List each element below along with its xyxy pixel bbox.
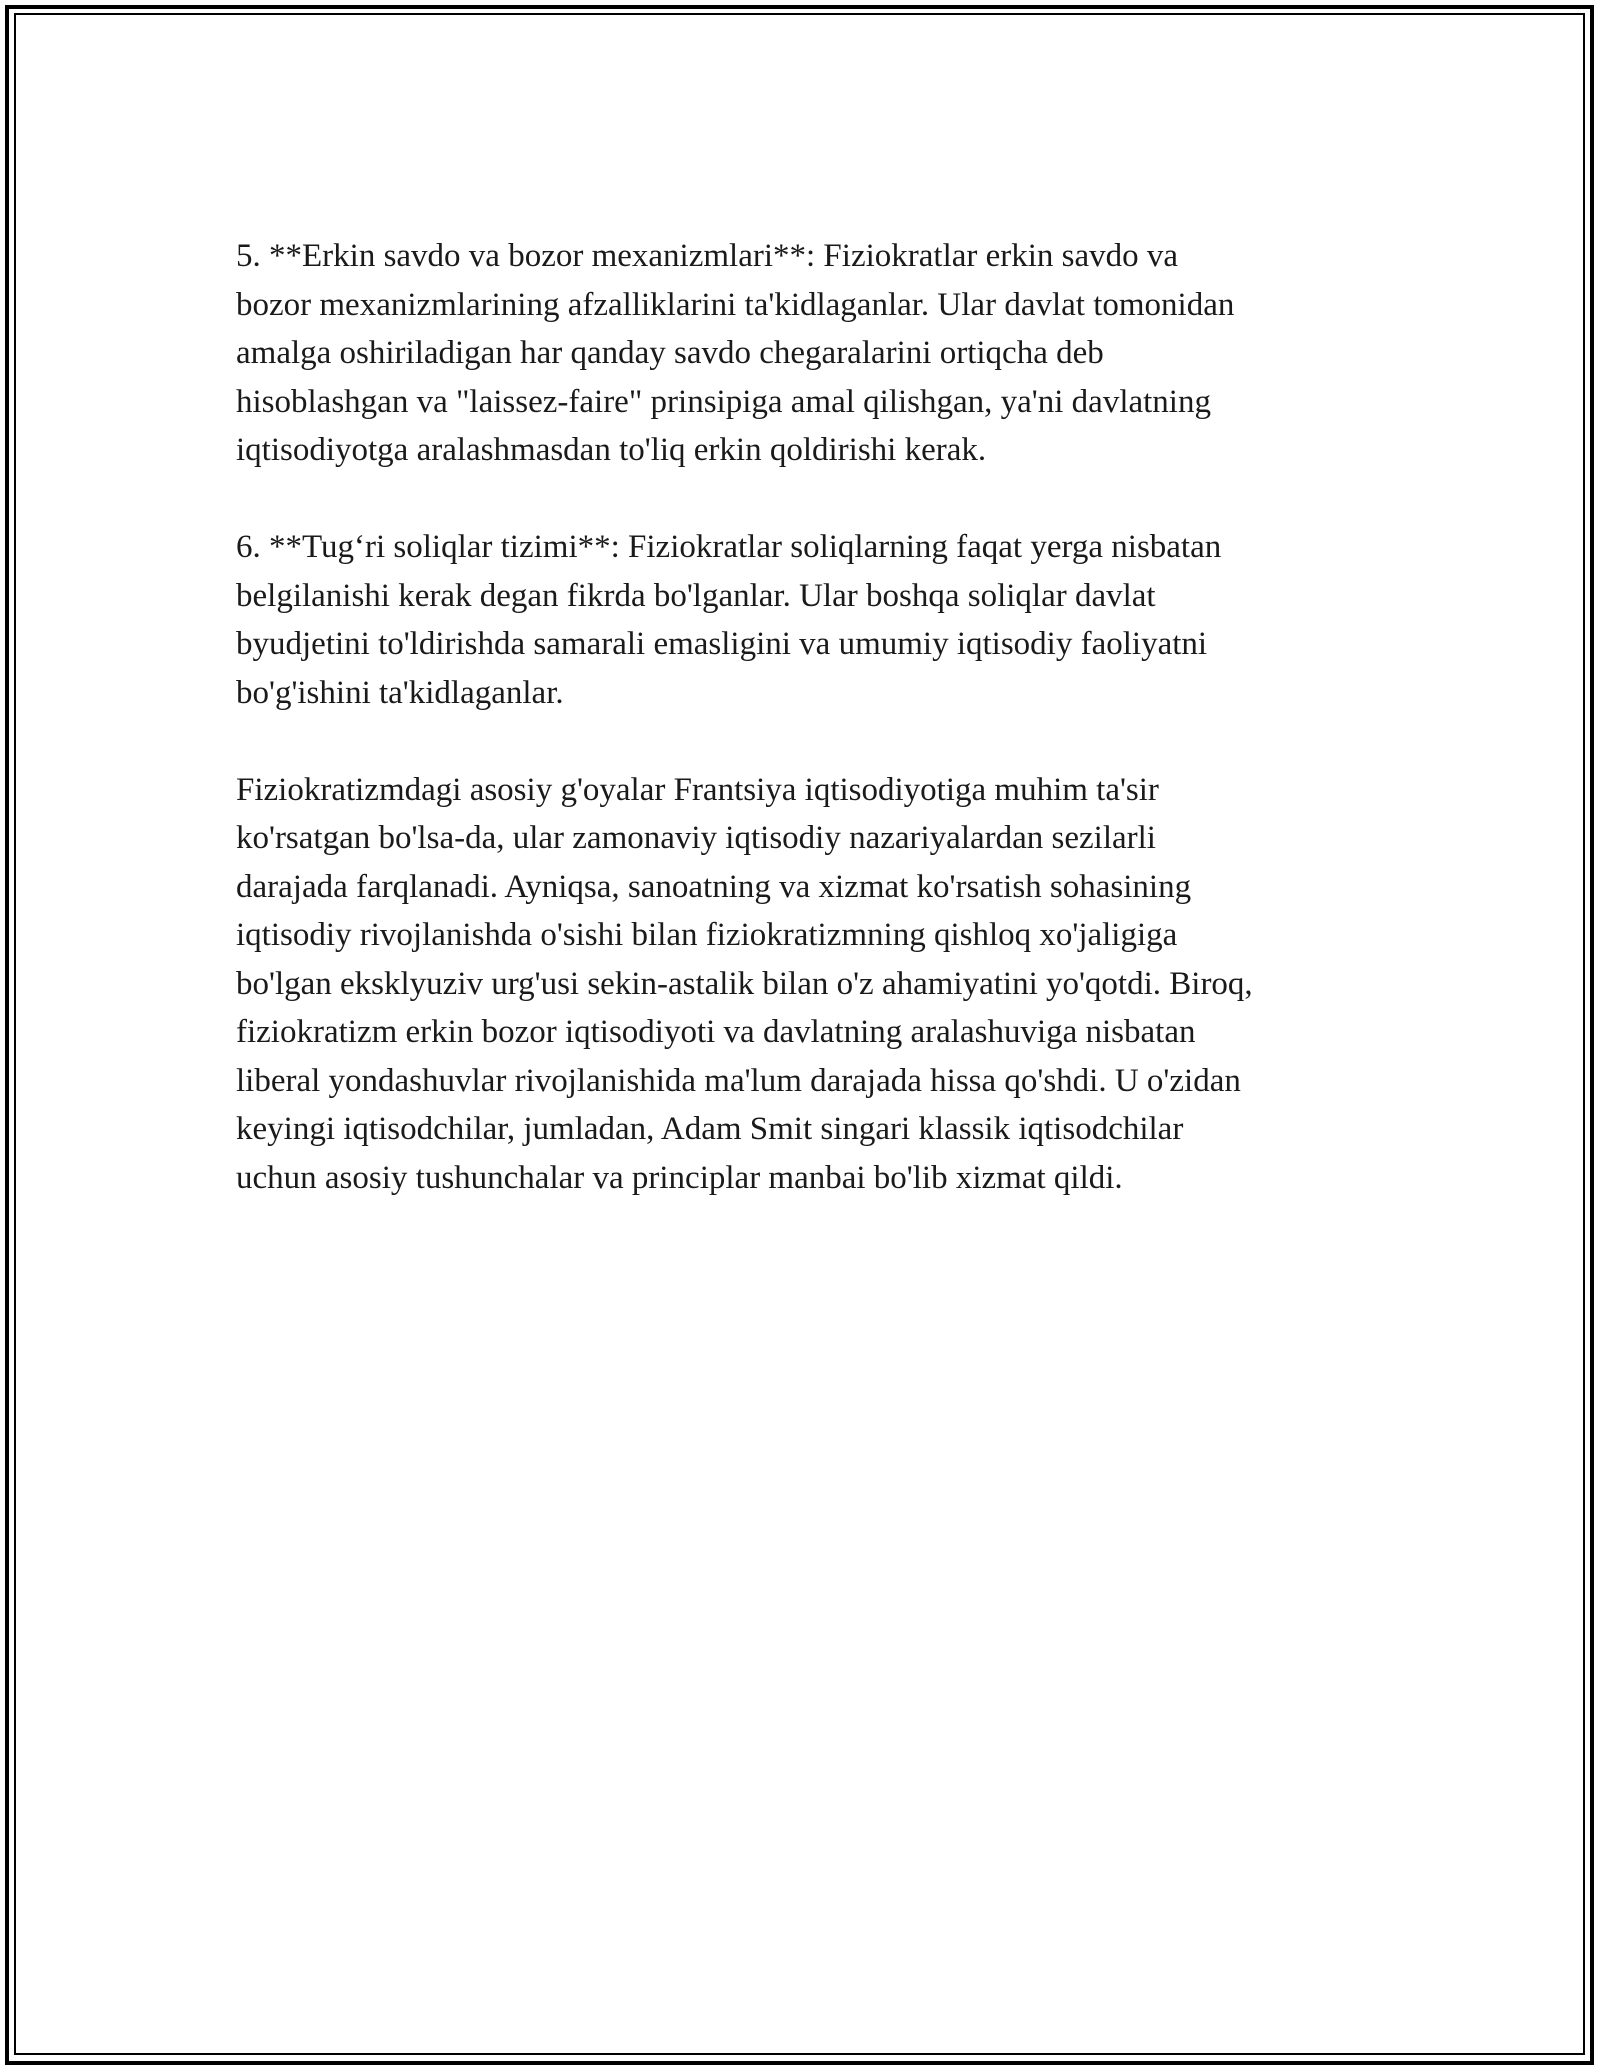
- paragraph-conclusion: Fiziokratizmdagi asosiy g'oyalar Frantsiya iqtisodiyotiga muhim ta'sir ko'rsatgan bo'lsa-da, ular zamonaviy iqtisodiy nazariyalardan sezilarli darajada farqlanadi. Ayniqsa, sanoatning va xizmat ko'rsatish sohasining iqtisodiy rivojlanishda o'sishi bilan fiziokratizmning qishloq xo'jaligiga bo'lgan eksklyuziv urg'usi sekin-astalik bilan o'z ahamiyatini yo'qotdi. Biroq, fiziokratizm erkin bozor iqtisodiyoti va davlatning aralashuviga nisbatan liberal yondashuvlar rivojlanishida ma'lum darajada hissa qo'shdi. U o'zidan keyingi iqtisodchilar, jumladan, Adam Smit singari klassik iqtisodchilar uchun asosiy tushunchalar va principlar manbai bo'lib xizmat qildi.: [236, 771, 1253, 1196]
- paragraph-item-5: 5. **Erkin savdo va bozor mexanizmlari**: Fiziokratlar erkin savdo va bozor mexanizmlarining afzalliklarini ta'kidlaganlar. Ular davlat tomonidan amalga oshiriladigan har qanday savdo chegaralarini ortiqcha deb hisoblashgan va "laissez-faire" prinsipiga amal qilishgan, ya'ni davlatning iqtisodiyotga aralashmasdan to'liq erkin qoldirishi kerak.: [236, 238, 1235, 468]
- document-body: [236, 232, 1396, 1202]
- paragraph-item-6: 6. **Tug‘ri soliqlar tizimi**: Fiziokratlar soliqlarning faqat yerga nisbatan belgilanishi kerak degan fikrda bo'lganlar. Ular boshqa soliqlar davlat byudjetini to'ldirishda samarali emasligini va umumiy iqtisodiy faoliyatni bo'g'ishini ta'kidlaganlar.: [236, 529, 1222, 711]
